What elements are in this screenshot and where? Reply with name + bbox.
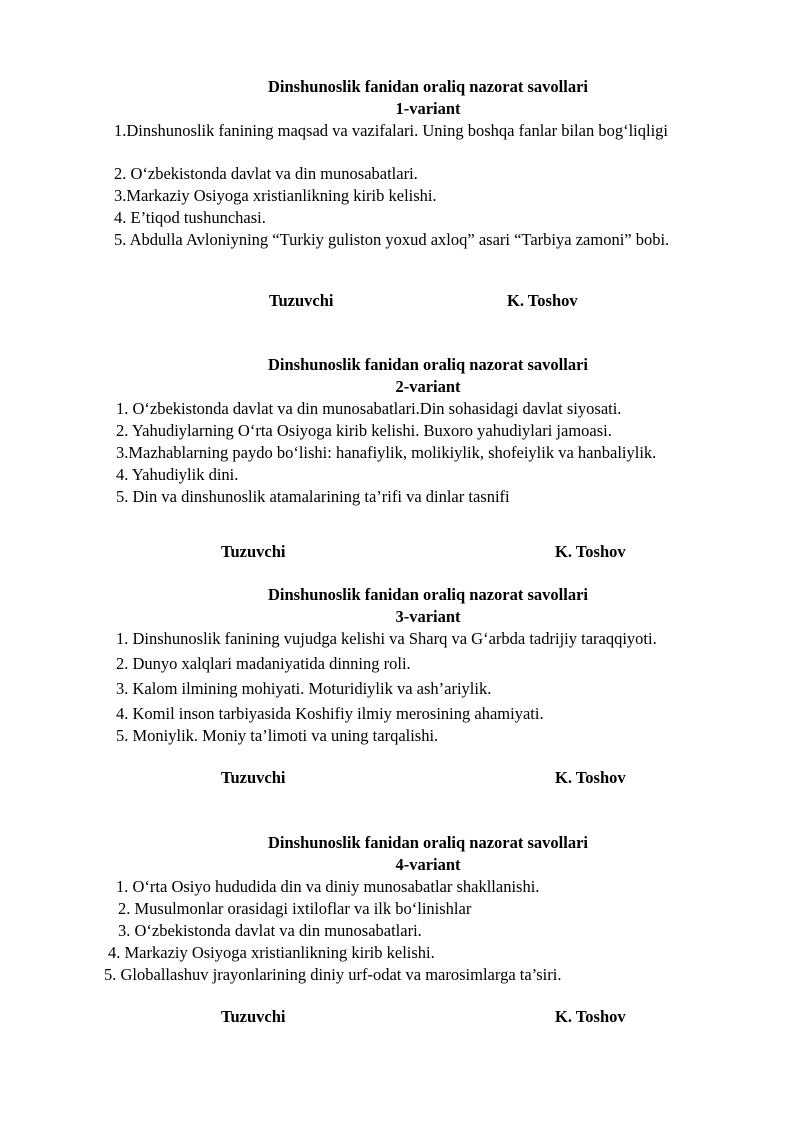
author-name: K. Toshov xyxy=(555,768,626,787)
question-item: 5. Globallashuv jrayonlarining diniy urf-odat va marosimlarga ta’siri. xyxy=(104,965,562,984)
variant-label: 1-variant xyxy=(395,99,461,118)
question-item: 4. Komil inson tarbiyasida Koshifiy ilmiy merosining ahamiyati. xyxy=(116,704,544,723)
question-item: 1. O‘rta Osiyo hududida din va diniy munosabatlar shakllanishi. xyxy=(116,877,540,896)
question-item: 3.Markaziy Osiyoga xristianlikning kirib kelishi. xyxy=(114,186,437,205)
author-label: Tuzuvchi xyxy=(221,768,286,787)
question-item: 2. Musulmonlar orasidagi ixtiloflar va ilk bo‘linishlar xyxy=(118,899,472,918)
author-label: Tuzuvchi xyxy=(221,542,286,561)
variant-label: 3-variant xyxy=(395,607,461,626)
question-item: 1. O‘zbekistonda davlat va din munosabatlari.Din sohasidagi davlat siyosati. xyxy=(116,399,622,418)
section-title: Dinshunoslik fanidan oraliq nazorat savollari xyxy=(268,77,588,96)
author-label: Tuzuvchi xyxy=(221,1007,286,1026)
question-item: 5. Abdulla Avloniyning “Turkiy guliston yoxud axloq” asari “Tarbiya zamoni” bobi. xyxy=(114,230,670,249)
question-item: 4. Markaziy Osiyoga xristianlikning kirib kelishi. xyxy=(108,943,435,962)
section-title: Dinshunoslik fanidan oraliq nazorat savollari xyxy=(268,833,588,852)
question-item: 4. Yahudiylik dini. xyxy=(116,465,239,484)
section-title: Dinshunoslik fanidan oraliq nazorat savollari xyxy=(268,355,588,374)
question-item: 3.Mazhablarning paydo bo‘lishi: hanafiylik, molikiylik, shofeiylik va hanbaliylik. xyxy=(116,443,657,462)
question-item: 4. E’tiqod tushunchasi. xyxy=(114,208,266,227)
author-name: K. Toshov xyxy=(507,291,578,310)
section-title: Dinshunoslik fanidan oraliq nazorat savollari xyxy=(268,585,588,604)
question-item: 5. Moniylik. Moniy ta’limoti va uning tarqalishi. xyxy=(116,726,439,745)
question-item: 5. Din va dinshunoslik atamalarining ta’rifi va dinlar tasnifi xyxy=(116,487,510,506)
author-name: K. Toshov xyxy=(555,1007,626,1026)
variant-label: 4-variant xyxy=(395,855,461,874)
question-item: 2. O‘zbekistonda davlat va din munosabatlari. xyxy=(114,164,418,183)
question-item: 2. Dunyo xalqlari madaniyatida dinning roli. xyxy=(116,654,411,673)
question-item: 2. Yahudiylarning O‘rta Osiyoga kirib kelishi. Buxoro yahudiylari jamoasi. xyxy=(116,421,612,440)
question-item: 1. Dinshunoslik fanining vujudga kelishi va Sharq va G‘arbda tadrijiy taraqqiyoti. xyxy=(116,629,657,648)
question-item: 1.Dinshunoslik fanining maqsad va vazifalari. Uning boshqa fanlar bilan bog‘liqligi xyxy=(114,121,669,140)
author-name: K. Toshov xyxy=(555,542,626,561)
question-item: 3. O‘zbekistonda davlat va din munosabatlari. xyxy=(118,921,422,940)
variant-label: 2-variant xyxy=(395,377,461,396)
author-label: Tuzuvchi xyxy=(269,291,334,310)
question-item: 3. Kalom ilmining mohiyati. Moturidiylik va ash’ariylik. xyxy=(116,679,492,698)
